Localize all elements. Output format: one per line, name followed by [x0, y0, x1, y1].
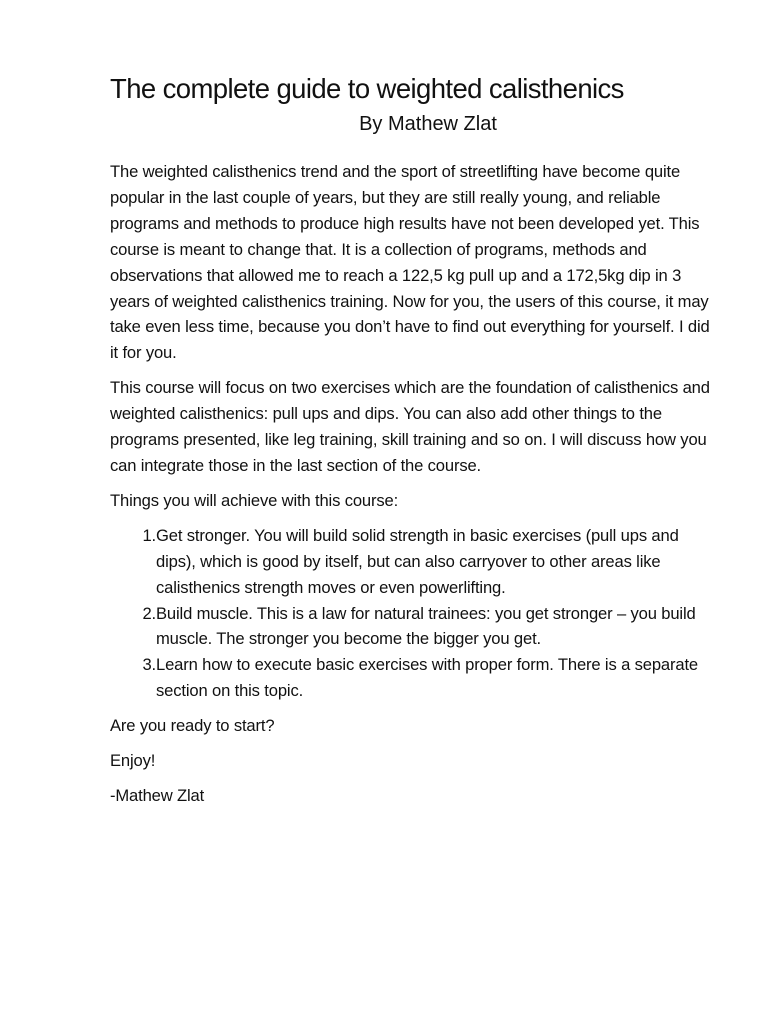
- list-item-text: Learn how to execute basic exercises with proper form. There is a separate section on this topic.: [156, 655, 698, 701]
- list-item: [110, 652, 722, 704]
- achievements-list: [110, 523, 722, 704]
- question-text: Are you ready to start?: [110, 716, 275, 736]
- list-intro: Things you will achieve with this course:: [110, 490, 399, 510]
- list-item-number: 1.: [142, 525, 156, 545]
- document-page: [110, 70, 722, 809]
- list-item: [110, 523, 722, 601]
- list-item-number: 2.: [142, 603, 156, 623]
- document-body: [110, 159, 722, 809]
- intro-paragraph: The weighted calisthenics trend and the sport of streetlifting have become quite popular in the last couple of years, but they are still really young, and reliable programs and methods to produce high results have not been developed yet. This course is meant to change that. It is a collection of programs, methods and observations that allowed me to reach a 122,5 kg pull up and a 172,5kg dip in 3 years of weighted calisthenics training. Now for you, the users of this course, it may take even less time, because you don’t have to find out everything for yourself. I did it for you.: [110, 162, 710, 363]
- signature-text: -Mathew Zlat: [110, 785, 205, 805]
- list-item-text: Build muscle. This is a law for natural trainees: you get stronger – you build muscle. The stronger you become the bigger you get.: [156, 603, 696, 649]
- closing-text: Enjoy!: [110, 751, 156, 771]
- document-author: By Mathew Zlat: [359, 113, 497, 135]
- focus-paragraph: This course will focus on two exercises which are the foundation of calisthenics and weighted calisthenics: pull ups and dips. You can also add other things to the programs presented, like leg training, skill training and so on. I will discuss how you can integrate those in the last section of the course.: [110, 378, 710, 475]
- document-title: The complete guide to weighted calisthenics: [110, 73, 624, 104]
- list-item-number: 3.: [142, 655, 156, 675]
- list-item-text: Get stronger. You will build solid strength in basic exercises (pull ups and dips), which is good by itself, but can also carryover to other areas like calisthenics strength moves or even powerlifting.: [156, 525, 679, 597]
- list-item: [110, 601, 722, 653]
